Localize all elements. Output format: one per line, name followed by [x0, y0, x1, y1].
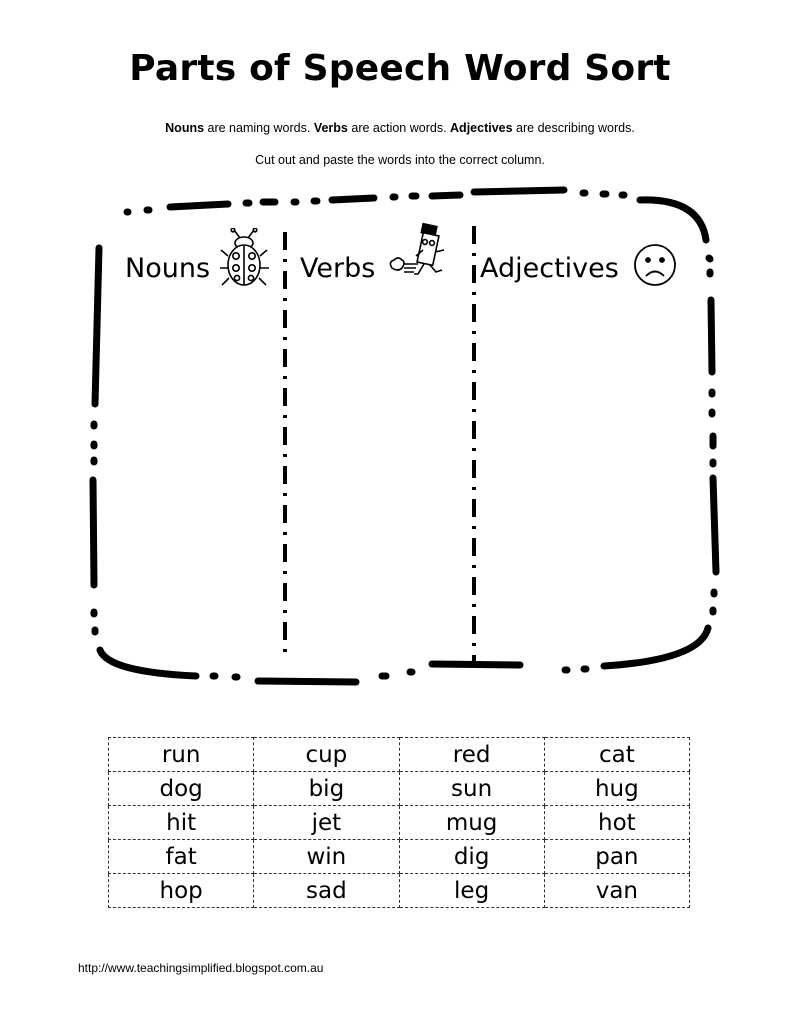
word-card[interactable]: win [254, 840, 399, 874]
adjectives-definition: are describing words. [512, 121, 635, 135]
footer-url[interactable]: http://www.teachingsimplified.blogspot.com.au [78, 961, 324, 975]
table-row [109, 772, 690, 806]
word-card[interactable]: jet [254, 806, 399, 840]
nouns-term: Nouns [165, 121, 205, 135]
word-card[interactable]: dig [399, 840, 544, 874]
ladybug-icon [218, 228, 272, 290]
table-row [109, 840, 690, 874]
instruction-line: Cut out and paste the words into the correct column. [255, 153, 545, 167]
word-card[interactable]: hit [109, 806, 254, 840]
word-card[interactable]: mug [399, 806, 544, 840]
word-cards-table [108, 737, 690, 908]
word-card[interactable]: leg [399, 874, 544, 908]
column-heading-adjectives: Adjectives [480, 253, 619, 284]
nouns-definition: are naming words. [204, 121, 314, 135]
verbs-term: Verbs [313, 121, 348, 135]
word-card[interactable]: run [109, 738, 254, 772]
column-heading-nouns: Nouns [125, 253, 211, 284]
word-card[interactable]: sun [399, 772, 544, 806]
table-row [109, 874, 690, 908]
verbs-definition: are action words. [347, 121, 451, 135]
word-card[interactable]: hug [544, 772, 689, 806]
word-card[interactable]: dog [109, 772, 254, 806]
running-marker-icon [386, 222, 460, 288]
word-card[interactable]: red [399, 738, 544, 772]
word-card[interactable]: hop [109, 874, 254, 908]
table-row [109, 806, 690, 840]
word-card[interactable]: cup [254, 738, 399, 772]
word-card[interactable]: pan [544, 840, 689, 874]
word-card[interactable]: van [544, 874, 689, 908]
word-card[interactable]: big [254, 772, 399, 806]
word-card[interactable]: cat [544, 738, 689, 772]
adjectives-term: Adjectives [450, 121, 513, 135]
column-heading-verbs: Verbs [300, 253, 376, 284]
sad-face-icon [633, 243, 677, 287]
word-card[interactable]: hot [544, 806, 689, 840]
table-row [109, 738, 690, 772]
page-title: Parts of Speech Word Sort [129, 48, 671, 89]
word-card[interactable]: sad [254, 874, 399, 908]
word-card[interactable]: fat [109, 840, 254, 874]
